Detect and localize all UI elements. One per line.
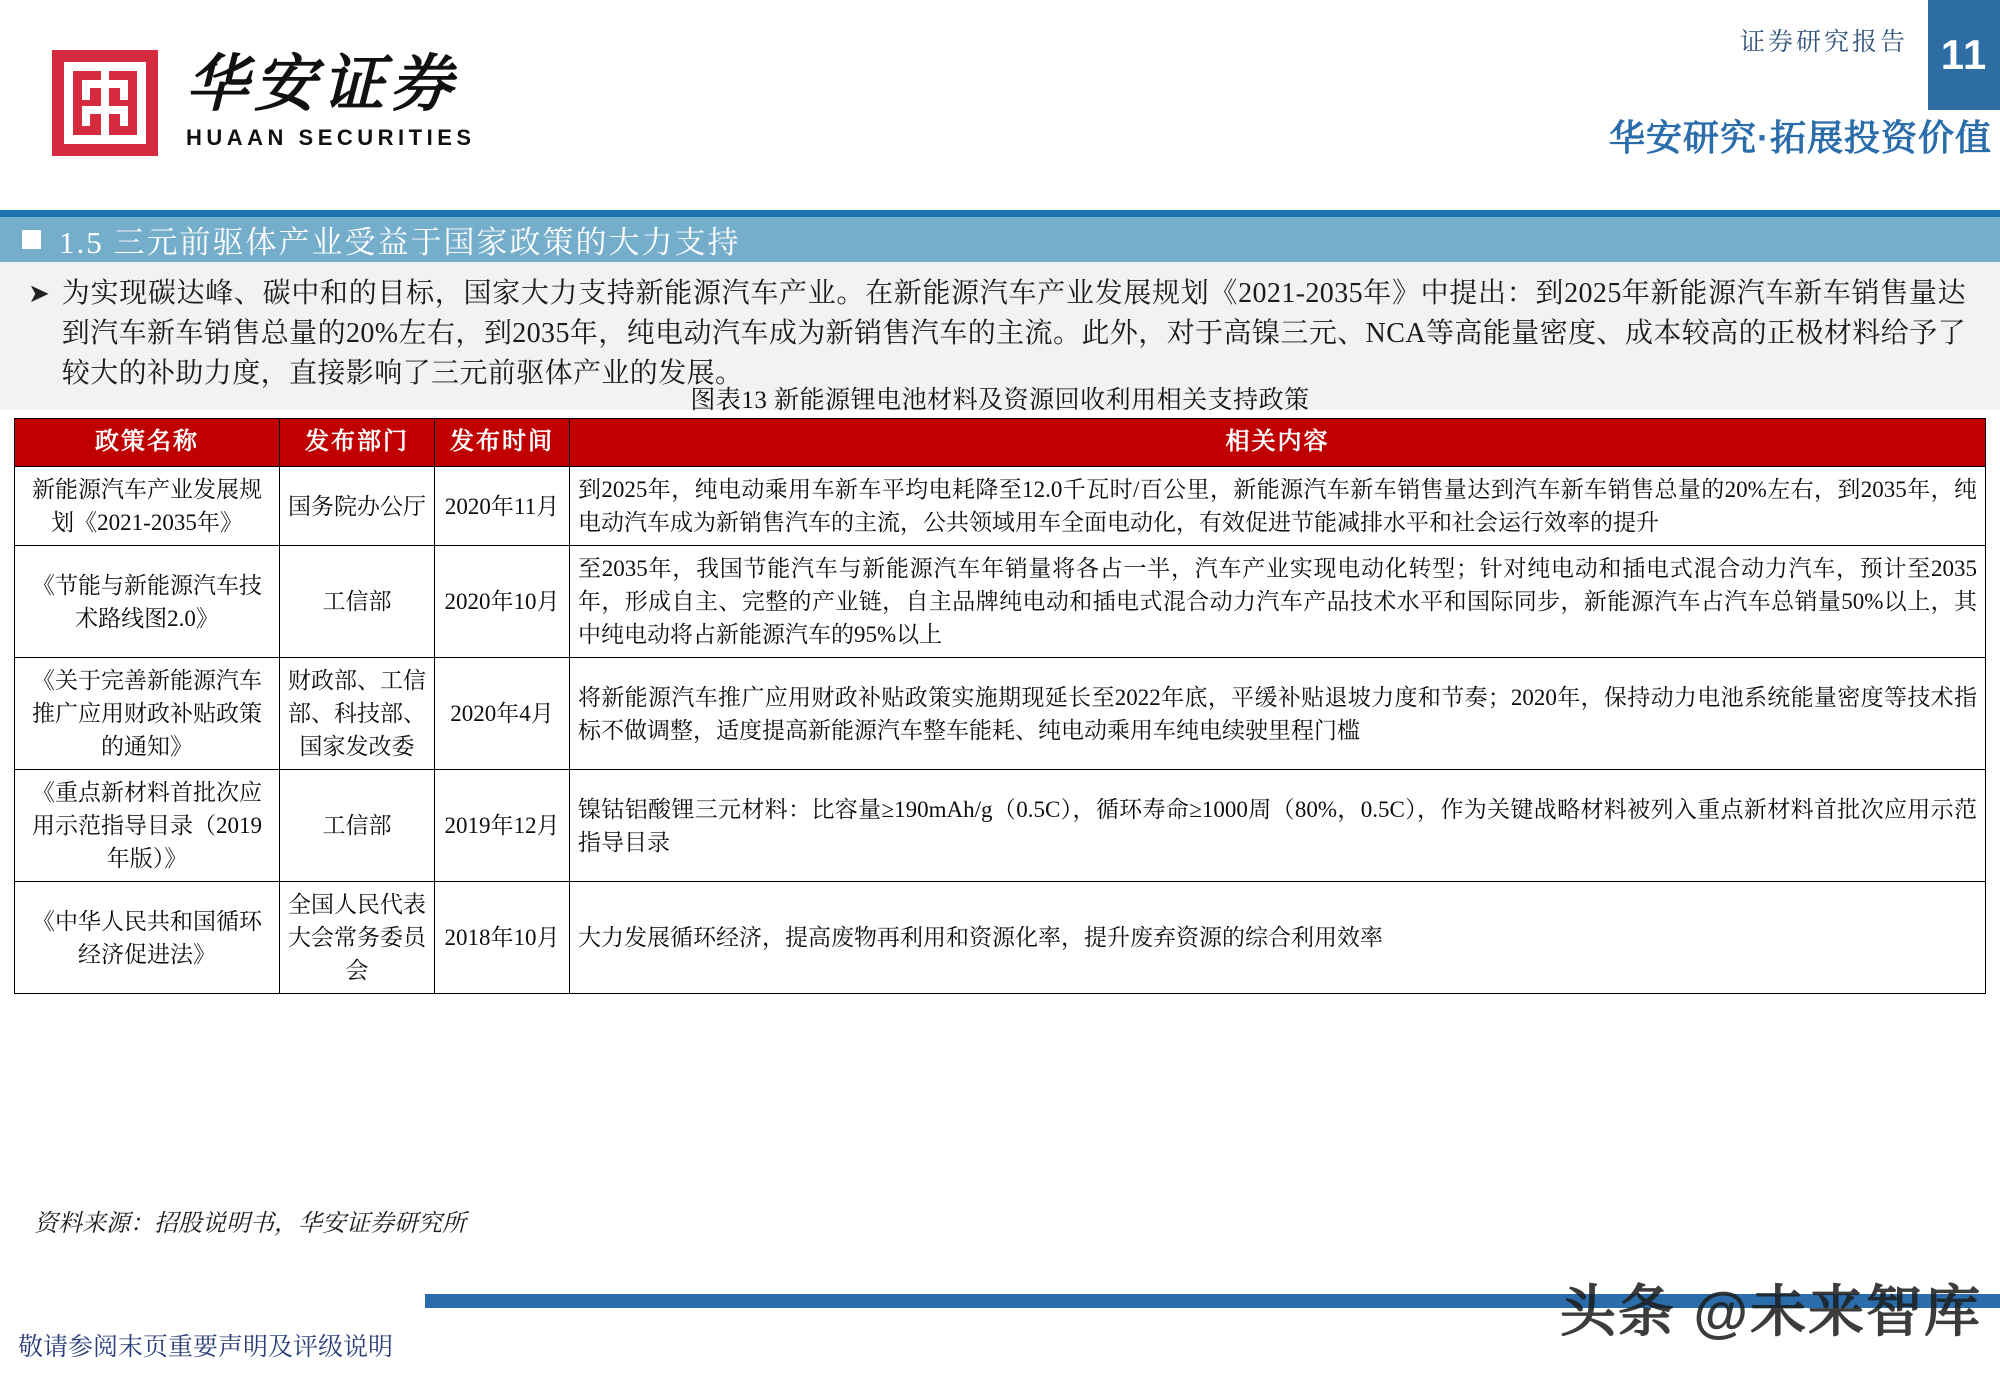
- section-title: 1.5 三元前驱体产业受益于国家政策的大力支持: [59, 225, 741, 260]
- column-header-issuing-dept: 发布部门: [280, 419, 435, 467]
- page-number-badge: 11: [1928, 0, 2000, 110]
- column-header-issue-date: 发布时间: [435, 419, 570, 467]
- cell-issuing-dept: 全国人民代表大会常务委员会: [280, 882, 435, 994]
- cell-policy-name: 《节能与新能源汽车技术路线图2.0》: [15, 546, 280, 658]
- table-header-row: [15, 419, 1986, 467]
- logo-english-name: HUAAN SECURITIES: [186, 125, 476, 151]
- cell-issuing-dept: 财政部、工信部、科技部、国家发改委: [280, 658, 435, 770]
- table-row: [15, 658, 1986, 770]
- cell-issue-date: 2019年12月: [435, 770, 570, 882]
- company-logo: [52, 50, 476, 156]
- table-row: [15, 882, 1986, 994]
- section-heading-bar: [0, 210, 2000, 262]
- report-kind-label: 证券研究报告: [1739, 29, 1908, 56]
- policy-table-wrap: [14, 418, 1986, 994]
- huaan-logo-mark-icon: [52, 50, 158, 156]
- cell-related-content: 将新能源汽车推广应用财政补贴政策实施期现延长至2022年底，平缓补贴退坡力度和节奏；2020年，保持动力电池系统能量密度等技术指标不做调整，适度提高新能源汽车整车能耗、纯电动乘用车纯电续驶里程门槛: [570, 658, 1986, 770]
- brand-slogan: 华安研究·拓展投资价值: [1609, 117, 1992, 158]
- logo-chinese-name: 华安证券: [186, 51, 459, 119]
- watermark-text: 头条 @未来智库: [1559, 1280, 1982, 1343]
- paragraph-row: [28, 274, 1966, 394]
- cell-issue-date: 2018年10月: [435, 882, 570, 994]
- cell-issuing-dept: 工信部: [280, 546, 435, 658]
- column-header-policy-name: 政策名称: [15, 419, 280, 467]
- paragraph-text: 为实现碳达峰、碳中和的目标，国家大力支持新能源汽车产业。在新能源汽车产业发展规划《2021-2035年》中提出：到2025年新能源汽车新车销售量达到汽车新车销售总量的20%左右，到2035年，纯电动汽车成为新销售汽车的主流。此外，对于高镍三元、NCA等高能量密度、成本较高的正极材料给予了较大的补助力度，直接影响了三元前驱体产业的发展。: [61, 278, 1966, 389]
- cell-issuing-dept: 工信部: [280, 770, 435, 882]
- column-header-related-content: 相关内容: [570, 419, 1986, 467]
- arrow-bullet-icon: ➤: [28, 279, 50, 309]
- cell-related-content: 镍钴铝酸锂三元材料：比容量≥190mAh/g（0.5C），循环寿命≥1000周（80%，0.5C），作为关键战略材料被列入重点新材料首批次应用示范指导目录: [570, 770, 1986, 882]
- table-row: [15, 770, 1986, 882]
- table-row: [15, 467, 1986, 546]
- cell-related-content: 大力发展循环经济，提高废物再利用和资源化率，提升废弃资源的综合利用效率: [570, 882, 1986, 994]
- footer-disclaimer: 敬请参阅末页重要声明及评级说明: [18, 1334, 394, 1361]
- square-bullet-icon: [22, 230, 41, 249]
- cell-policy-name: 《关于完善新能源汽车推广应用财政补贴政策的通知》: [15, 658, 280, 770]
- cell-issue-date: 2020年4月: [435, 658, 570, 770]
- cell-issue-date: 2020年11月: [435, 467, 570, 546]
- table-row: [15, 546, 1986, 658]
- logo-text-group: [186, 50, 476, 151]
- cell-issue-date: 2020年10月: [435, 546, 570, 658]
- cell-related-content: 至2035年，我国节能汽车与新能源汽车年销量将各占一半，汽车产业实现电动化转型；针对纯电动和插电式混合动力汽车，预计至2035年，形成自主、完整的产业链，自主品牌纯电动和插电式混合动力汽车产品技术水平和国际同步，新能源汽车占汽车总销量50%以上，其中纯电动将占新能源汽车的95%以上: [570, 546, 1986, 658]
- cell-policy-name: 新能源汽车产业发展规划《2021-2035年》: [15, 467, 280, 546]
- cell-related-content: 到2025年，纯电动乘用车新车平均电耗降至12.0千瓦时/百公里，新能源汽车新车销售量达到汽车新车销售总量的20%左右，到2035年，纯电动汽车成为新销售汽车的主流，公共领域用车全面电动化，有效促进节能减排水平和社会运行效率的提升: [570, 467, 1986, 546]
- cell-policy-name: 《中华人民共和国循环经济促进法》: [15, 882, 280, 994]
- cell-issuing-dept: 国务院办公厅: [280, 467, 435, 546]
- source-note: 资料来源：招股说明书，华安证券研究所: [34, 1211, 466, 1237]
- cell-policy-name: 《重点新材料首批次应用示范指导目录（2019年版）》: [15, 770, 280, 882]
- policy-table: [14, 418, 1986, 994]
- figure-caption: 图表13 新能源锂电池材料及资源回收利用相关支持政策: [690, 387, 1310, 414]
